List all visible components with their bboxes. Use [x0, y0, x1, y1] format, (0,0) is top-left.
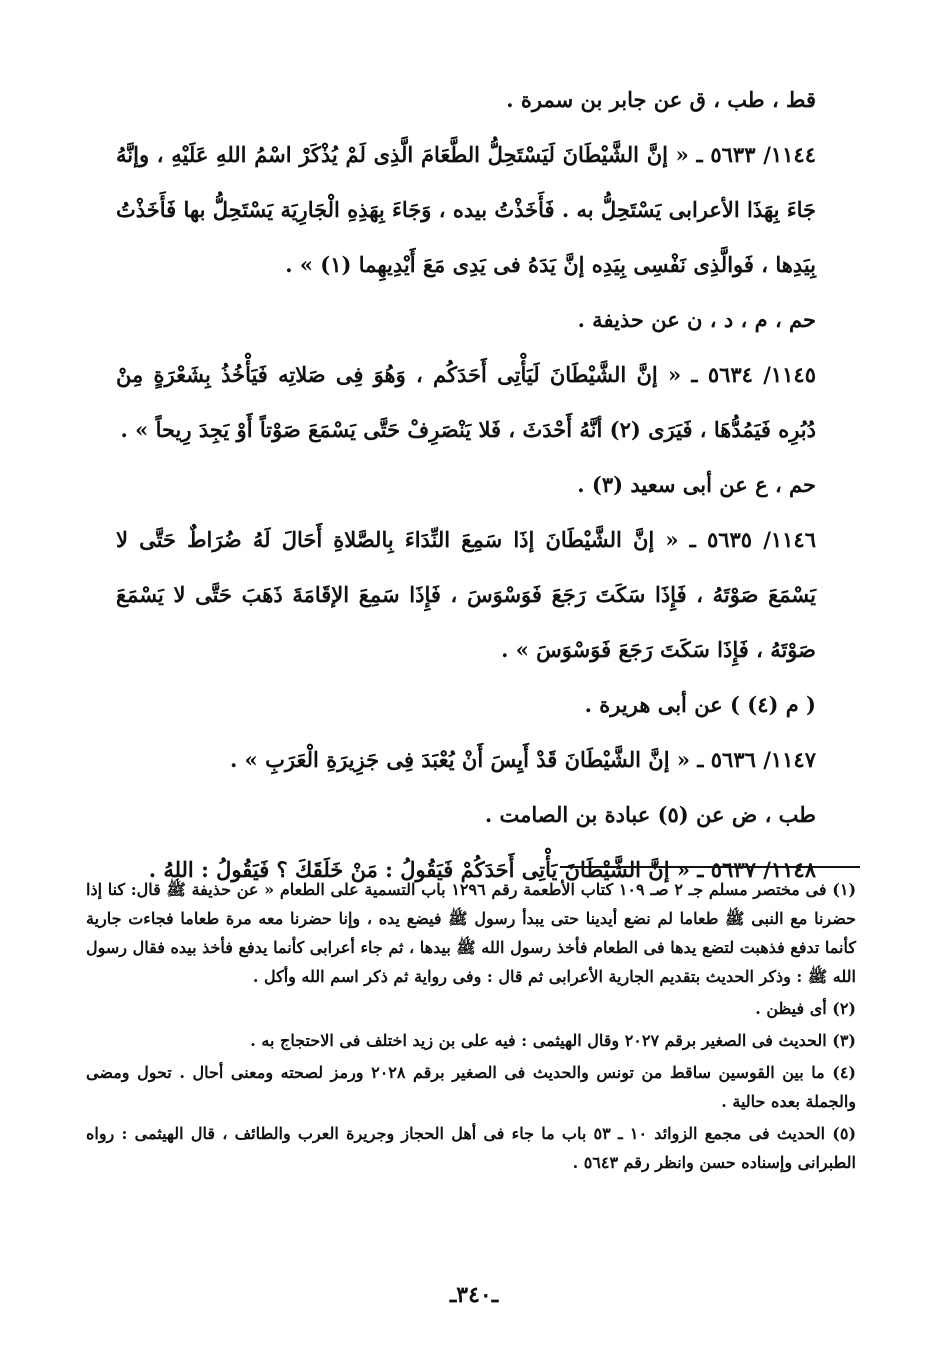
footnotes [86, 875, 856, 1180]
hadith-1146: ١١٤٦/ ٥٦٣٥ ـ « إنَّ الشَّيْطَانَ إذَا سَمِعَ النِّدَاءَ بِالصَّلاةِ أَحَالَ لَهُ ضُرَاطٌ حَتَّى لا يَسْمَعَ صَوْتَهُ ، فَإِذَا سَكَتَ رَجَعَ فَوَسْوَسَ ، فَإِذَا سَمِعَ الإقَامَةَ ذَهَبَ حَتَّى لا يَسْمَعَ صَوْتَهُ ، فَإِذَا سَكَتَ رَجَعَ فَوَسْوَسَ » . [116, 527, 816, 662]
footnote-divider [560, 866, 860, 868]
hadith-1148: ١١٤٨/ ٥٦٣٧ ـ « إنَّ الشَّيْطَانَ يَأْتِى أَحَدَكُمْ فَيَقُولُ : مَنْ خَلَقَكَ ؟ فَيَقُولُ : اللهُ . [148, 857, 816, 882]
footnote-2: (٢) أى فيظن . [755, 999, 856, 1018]
footnote-5: (٥) الحديث فى مجمع الزوائد ١٠ ـ ٥٣ باب ما جاء فى أهل الحجاز وجريرة العرب والطائف ، قال الهيثمى : رواه الطبرانى وإسناده حسن وانظر رقم ٥٦٤٣ . [86, 1124, 857, 1172]
source-line: قط ، طب ، ق عن جابر بن سمرة . [506, 87, 816, 112]
hadith-1144: ١١٤٤/ ٥٦٣٣ ـ « إنَّ الشَّيْطَانَ لَيَسْتَحِلُّ الطَّعَامَ الَّذِى لَمْ يُذْكَرْ اسْمُ اللهِ عَلَيْهِ ، وإنَّهُ جَاءَ بِهَذَا الأعرابى يَسْتَحِلُّ به . فَأَخَذْتُ بيده ، وَجَاءَ بِهَذِهِ الْجَارِيَة يَسْتَحِلُّ بها فَأَخَذْتُ بِيَدِها ، فَوالَّذِى نَفْسِى بِيَدِه إنَّ يَدَهُ فى يَدِى مَعَ أَيْدِيهِما (١) » . [116, 142, 816, 277]
page-number: ـ٣٤٠ـ [449, 1282, 499, 1308]
hadith-1147: ١١٤٧/ ٥٦٣٦ ـ « إنَّ الشَّيْطَانَ قَدْ أَيِسَ أَنْ يُعْبَدَ فِى جَزِيرَةِ الْعَرَبِ » . [230, 747, 816, 772]
footnote-1: (١) فى مختصر مسلم جـ ٢ صـ ١٠٩ كتاب الأطعمة رقم ١٢٩٦ باب التسمية على الطعام « عن حذيفة ﷺ قال: كنا إذا حضرنا مع النبى ﷺ طعاما لم نضع أيدينا حتى يبدأ رسول ﷺ فيضع يده ، وإنا حضرنا معه مرة طعاما فجاءت جارية كأنما تدفع فذهبت لتضع يدها فى الطعام فأخذ رسول الله ﷺ بيدها ، ثم جاء أعرابى كأنما يدفع فأخذ بيده فقال رسول الله ﷺ : وذكر الحديث بتقديم الجارية الأعرابى ثم قال : وفى رواية ثم ذكر اسم الله وأكل . [86, 880, 857, 986]
footnote-4: (٤) ما بين القوسين ساقط من تونس والحديث فى الصغير برقم ٢٠٢٨ ورمز لصحته ومعنى أحال . تحول ومضى والجملة بعده حالية . [86, 1063, 856, 1111]
source-line: حم ، ع عن أبى سعيد (٣) . [577, 472, 816, 497]
source-line: حم ، م ، د ، ن عن حذيفة . [577, 307, 816, 332]
main-text [116, 72, 816, 897]
source-line: ( م (٤) ) عن أبى هريرة . [584, 692, 816, 717]
footnote-3: (٣) الحديث فى الصغير برقم ٢٠٢٧ وقال الهيثمى : فيه على بن زيد اختلف فى الاحتجاج به . [250, 1031, 856, 1050]
hadith-1145: ١١٤٥/ ٥٦٣٤ ـ « إنَّ الشَّيْطَانَ لَيَأْتِى أَحَدَكُم ، وَهُوَ فِى صَلاتِه فَيَأْخُذُ بِشَعْرَةٍ مِنْ دُبُرِه فَيَمُدُّهَا ، فَيَرَى (٢) أنَّهُ أَحْدَثَ ، فَلا يَنْصَرِفْ حَتَّى يَسْمَعَ صَوْتاً أَوْ يَجِدَ رِيحاً » . [116, 362, 816, 442]
source-line: طب ، ض عن (٥) عبادة بن الصامت . [484, 802, 816, 827]
